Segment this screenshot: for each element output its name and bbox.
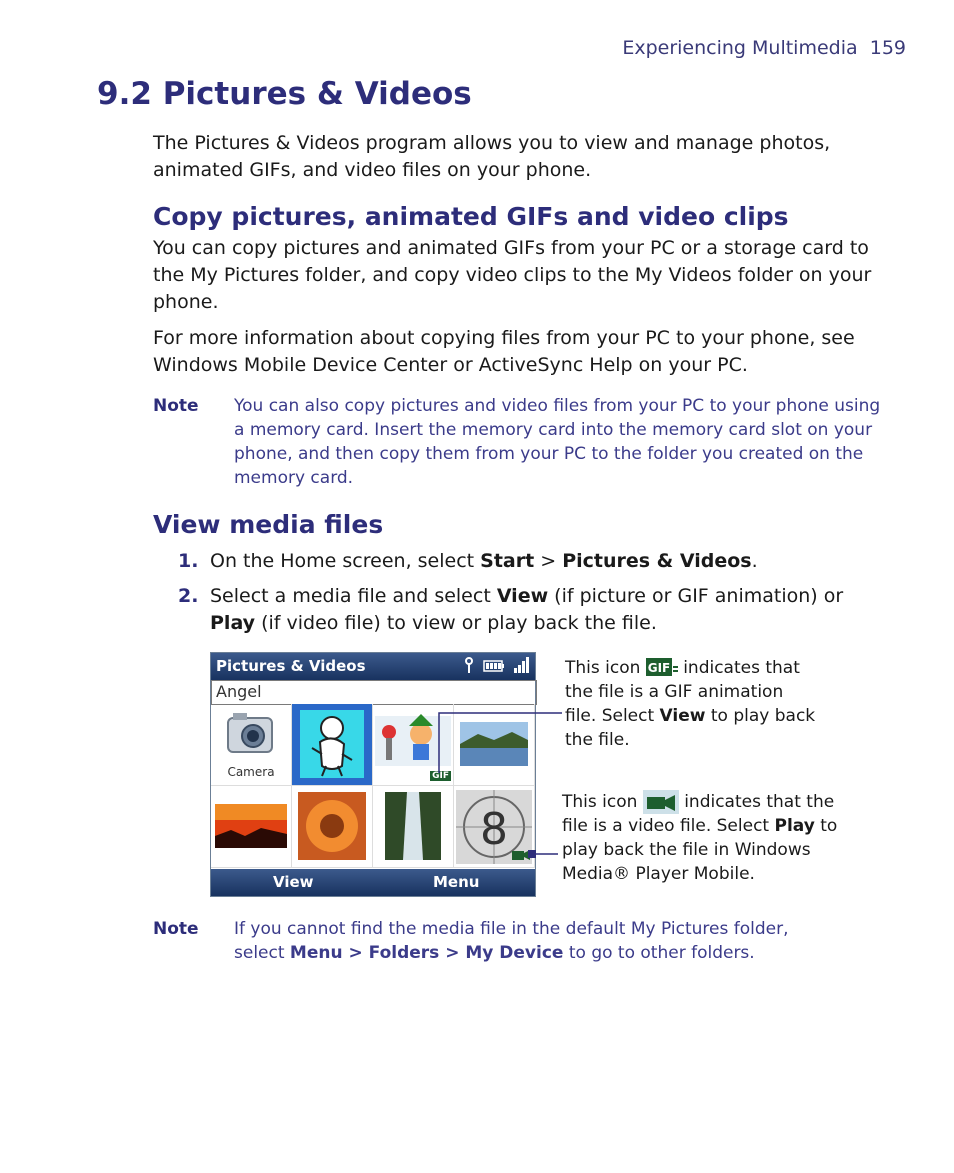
text-line: For more information about copying files from your PC to your phone, see <box>153 327 855 349</box>
text-run: This icon <box>565 658 646 678</box>
note-label: Note <box>153 396 199 416</box>
status-icons <box>463 657 529 677</box>
signal-icon <box>513 657 529 673</box>
text-line: phone. <box>153 291 219 313</box>
text-run: to go to other folders. <box>563 943 755 963</box>
note-line: You can also copy pictures and video files from your PC to your phone using <box>234 396 881 416</box>
text-run: On the Home screen, select <box>210 550 481 572</box>
callout-line: the file. <box>565 730 630 750</box>
text-run: select <box>234 943 290 963</box>
text-run: indicates that the <box>678 792 835 812</box>
text-line: Windows Mobile Device Center or ActiveSync Help on your PC. <box>153 354 748 376</box>
phone-title: Pictures & Videos <box>216 657 366 675</box>
gif-badge: GIF <box>432 771 449 781</box>
text-line: the My Pictures folder, and copy video clips to the My Videos folder on your <box>153 264 872 286</box>
section-name: Experiencing Multimedia <box>622 37 858 59</box>
text-run: indicates that <box>677 658 800 678</box>
sunset-thumbnail[interactable] <box>211 786 292 868</box>
flower-thumbnail[interactable] <box>292 786 373 868</box>
callout-line <box>562 790 842 814</box>
bottom-note-label: Note <box>153 919 199 939</box>
camera-thumbnail[interactable] <box>211 704 292 786</box>
running-header <box>622 37 906 59</box>
battery-icon <box>483 659 505 673</box>
camera-label: Camera <box>227 765 275 779</box>
bold-run: Menu > Folders > My Device <box>289 943 564 963</box>
phone-title-bar <box>211 653 535 680</box>
note-line: phone, and then copy them from your PC to the folder you created on the <box>234 444 864 464</box>
text-run: to play back <box>705 706 816 726</box>
callout-line <box>565 656 825 680</box>
video-callout-leader <box>528 848 560 860</box>
text-line: You can copy pictures and animated GIFs from your PC or a storage card to <box>153 237 869 259</box>
flower-image <box>292 786 372 867</box>
text-run: . <box>751 550 758 572</box>
gif-callout-leader <box>437 705 567 775</box>
page-number: 159 <box>869 37 906 59</box>
folder-name[interactable]: Angel <box>211 680 537 705</box>
callout-line <box>562 814 842 838</box>
text-run: (if video file) to view or play back the file. <box>255 612 657 634</box>
note-line: a memory card. Insert the memory card into the memory card slot on your <box>234 420 873 440</box>
copy-paragraph-1 <box>153 235 871 316</box>
text-run: to <box>814 816 838 836</box>
step-text <box>210 548 758 575</box>
gif-icon <box>646 658 678 678</box>
waterfall-thumbnail[interactable] <box>373 786 454 868</box>
view-softkey[interactable]: View <box>273 873 314 891</box>
text-run: Select a media file and select <box>210 585 497 607</box>
callout-line: the file is a GIF animation <box>565 682 784 702</box>
step-1 <box>178 548 758 575</box>
svg-text:GIF: GIF <box>647 661 671 675</box>
step-text <box>210 583 843 637</box>
bold-run: Start <box>480 550 535 572</box>
note-text <box>234 394 880 490</box>
svg-text:8: 8 <box>480 804 508 855</box>
bold-run: Pictures & Videos <box>562 550 752 572</box>
menu-softkey[interactable]: Menu <box>433 873 480 891</box>
page-title: 9.2 Pictures & Videos <box>97 76 472 112</box>
camera-icon <box>211 704 291 764</box>
text-run: file. Select <box>565 706 660 726</box>
softkey-bar <box>211 869 535 896</box>
bold-run: Play <box>774 816 815 836</box>
callout-line <box>565 704 825 728</box>
intro-line: animated GIFs, and video files on your phone. <box>153 159 592 181</box>
antenna-icon <box>463 657 475 673</box>
sunset-image <box>211 786 291 867</box>
gif-callout <box>565 656 825 752</box>
text-run: This icon <box>562 792 643 812</box>
step-number: 2. <box>178 585 199 607</box>
callout-line: Media® Player Mobile. <box>562 864 755 884</box>
cartoon-character-image <box>292 704 372 785</box>
text-run: (if picture or GIF animation) or <box>548 585 844 607</box>
bold-run: View <box>659 706 706 726</box>
video-icon <box>643 790 679 814</box>
video-callout <box>562 790 842 886</box>
view-section-title: View media files <box>153 510 384 539</box>
note-line: memory card. <box>234 468 354 488</box>
intro-line: The Pictures & Videos program allows you to view and manage photos, <box>153 132 831 154</box>
copy-paragraph-2 <box>153 325 855 379</box>
step-number: 1. <box>178 550 199 572</box>
video-thumbnail[interactable] <box>454 786 535 868</box>
step-2 <box>178 583 844 634</box>
bottom-note-text <box>234 917 788 965</box>
note-line <box>234 941 788 965</box>
text-run: > <box>534 550 563 572</box>
callout-line: play back the file in Windows <box>562 840 811 860</box>
copy-section-title: Copy pictures, animated GIFs and video clips <box>153 202 789 231</box>
intro-paragraph <box>153 130 830 184</box>
waterfall-image <box>373 786 453 867</box>
text-run: file is a video file. Select <box>562 816 775 836</box>
bold-run: Play <box>210 612 256 634</box>
gif-thumbnail-selected[interactable] <box>292 704 373 786</box>
note-line: If you cannot find the media file in the default My Pictures folder, <box>234 919 789 939</box>
bold-run: View <box>496 585 549 607</box>
